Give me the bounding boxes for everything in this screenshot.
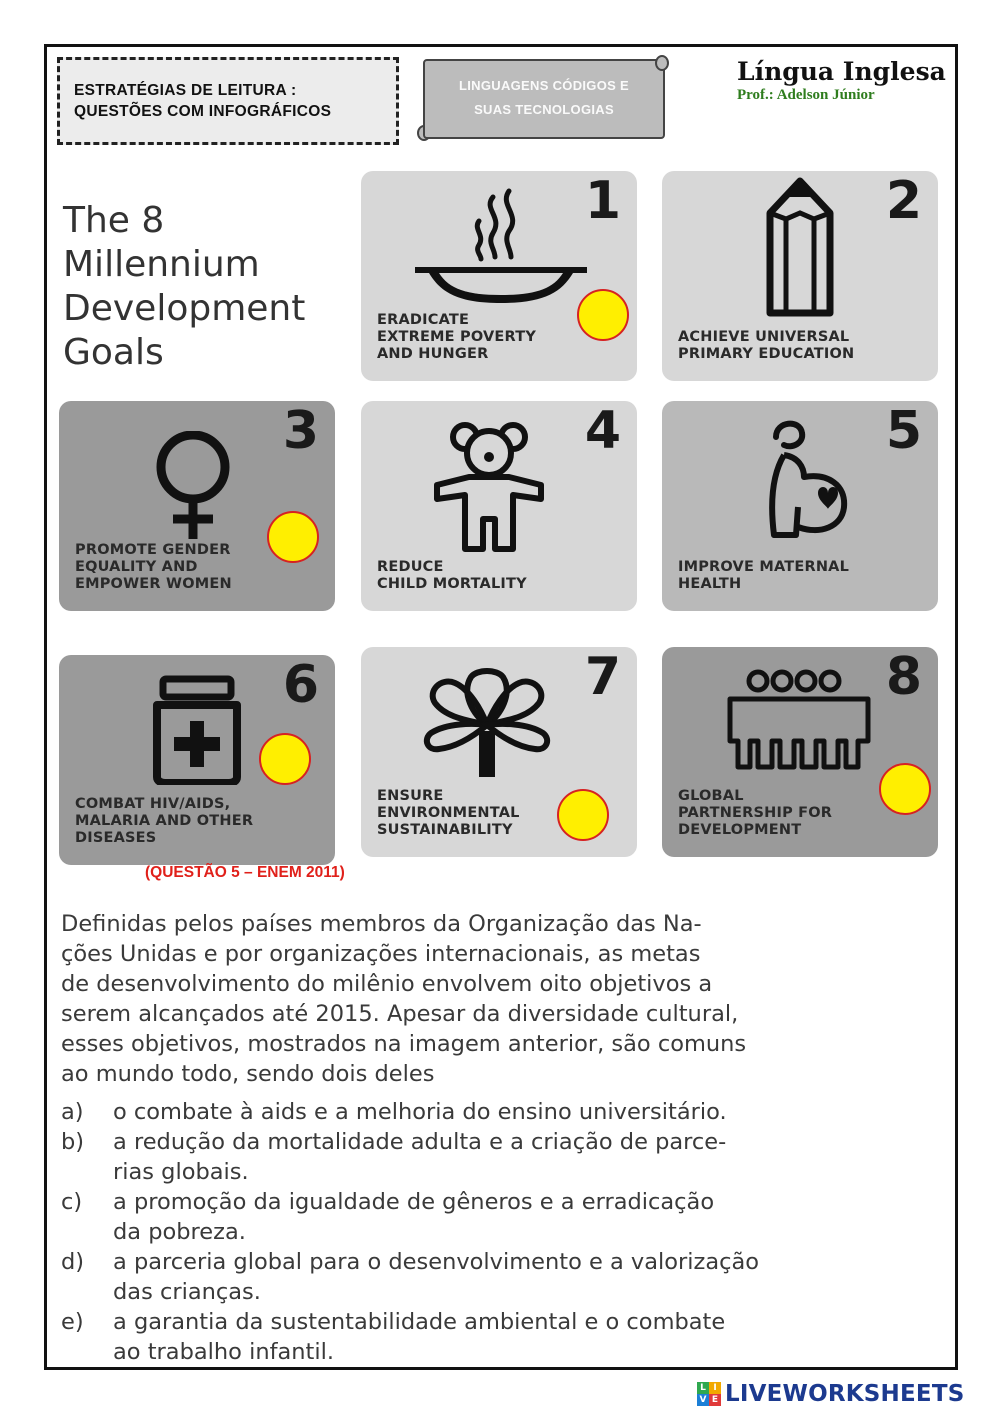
goal-label-line: ERADICATE [377,312,470,328]
infographic-title-line: Development [63,288,306,329]
female-symbol-icon [143,431,243,541]
goal-label [678,559,849,593]
teacher-name: Prof.: Adelson Júnior [737,87,875,103]
goal-label-line: HEALTH [678,576,742,592]
pregnant-woman-icon [756,411,866,551]
option-letter: e) [61,1309,84,1335]
goal-label [75,542,232,593]
goal-number: 6 [282,655,319,715]
goal-tile-5 [662,401,938,611]
goal-number: 3 [282,401,319,461]
option-line: a redução da mortalidade adulta e a criação de parce- [113,1129,727,1155]
stem-line: de desenvolvimento do milênio envolvem oito objetivos a [61,971,713,997]
goal-label [75,796,253,847]
goal-label-line: EMPOWER WOMEN [75,576,232,592]
plant-icon [417,661,557,781]
option-line: da pobreza. [113,1219,246,1245]
goal-label-line: PARTNERSHIP FOR [678,805,833,821]
goal-label-line: ACHIEVE UNIVERSAL [678,329,850,345]
goal-number: 1 [584,171,621,231]
brand-name: LIVEWORKSHEETS [725,1381,965,1407]
logo-letter: L [697,1382,709,1394]
goal-label [377,312,536,363]
stem-line: serem alcançados até 2015. Apesar da diversidade cultural, [61,1001,739,1027]
goal-tile-4 [361,401,637,611]
area-line-2: SUAS TECNOLOGIAS [474,102,614,117]
stem-line: ções Unidas e por organizações internacionais, as metas [61,941,701,967]
stem-line: esses objetivos, mostrados na imagem anterior, são comuns [61,1031,747,1057]
goal-label-line: ENVIRONMENTAL [377,805,520,821]
question-stem [61,909,941,1089]
option-letter: b) [61,1129,85,1155]
subject-area-scroll [417,55,669,141]
goal-label-line: DISEASES [75,830,157,846]
option-c [61,1187,941,1247]
goal-label-line: AND HUNGER [377,346,489,362]
logo-letter: E [709,1394,721,1406]
goal-tile-3 [59,401,335,611]
goal-label-line: COMBAT HIV/AIDS, [75,796,231,812]
goal-tile-8 [662,647,938,857]
goal-label-line: PRIMARY EDUCATION [678,346,855,362]
stem-line: Definidas pelos países membros da Organização das Na- [61,911,702,937]
goal-label-line: MALARIA AND OTHER [75,813,254,829]
option-line: ao trabalho infantil. [113,1339,335,1365]
answer-dot-goal-8[interactable] [879,763,931,815]
logo-letter: V [697,1394,709,1406]
option-letter: c) [61,1189,83,1215]
infographic-title-line: Millennium [63,244,260,285]
pencil-icon [760,177,840,317]
goal-label-line: GLOBAL [678,788,744,804]
answer-dot-goal-1[interactable] [577,289,629,341]
answer-options [61,1097,941,1367]
goal-number: 2 [885,171,922,231]
subject-title: Língua Inglesa [737,57,946,86]
goal-label [678,329,854,363]
goal-label-line: EXTREME POVERTY [377,329,537,345]
goal-label-line: ENSURE [377,788,444,804]
option-line: a parceria global para o desenvolvimento e a valorização [113,1249,760,1275]
area-line-1: LINGUAGENS CÓDIGOS E [459,78,629,93]
goal-label [377,788,520,839]
option-line: a promoção da igualdade de gêneros e a erradicação [113,1189,715,1215]
stem-line: ao mundo todo, sendo dois deles [61,1061,435,1087]
liveworksheets-logo-icon [697,1382,721,1406]
reading-strategy-box [57,57,399,145]
goal-label [678,788,832,839]
goal-number: 4 [584,401,621,461]
goal-label-line: PROMOTE GENDER [75,542,231,558]
goal-label-line: DEVELOPMENT [678,822,802,838]
logo-letter: I [709,1382,721,1394]
teddy-bear-icon [429,415,549,555]
goal-label-line: CHILD MORTALITY [377,576,527,592]
goal-tile-1 [361,171,637,381]
option-line: o combate à aids e a melhoria do ensino universitário. [113,1099,727,1125]
infographic-title [63,199,305,375]
goal-number: 8 [885,647,922,707]
answer-dot-goal-7[interactable] [557,789,609,841]
option-d [61,1247,941,1307]
goal-label-line: REDUCE [377,559,444,575]
goal-label [377,559,527,593]
option-line: rias globais. [113,1159,249,1185]
question-tag: (QUESTÃO 5 – ENEM 2011) [145,864,345,881]
goal-tile-2 [662,171,938,381]
infographic-title-line: Goals [63,332,164,373]
goal-number: 7 [584,647,621,707]
option-line: das crianças. [113,1279,261,1305]
medicine-jar-icon [147,675,247,785]
option-b [61,1127,941,1187]
worksheet-page [44,44,958,1370]
goal-label-line: EQUALITY AND [75,559,198,575]
option-line: a garantia da sustentabilidade ambiental e o combate [113,1309,726,1335]
scroll-curl-right [655,55,669,71]
liveworksheets-brand [697,1381,964,1407]
goal-label-line: SUSTAINABILITY [377,822,513,838]
infographic-title-line: The 8 [63,200,165,241]
answer-dot-goal-3[interactable] [267,511,319,563]
goal-label-line: IMPROVE MATERNAL [678,559,850,575]
option-letter: d) [61,1249,85,1275]
option-letter: a) [61,1099,84,1125]
option-a [61,1097,941,1127]
strategy-line-2: QUESTÕES COM INFOGRÁFICOS [74,103,332,120]
strategy-line-1: ESTRATÉGIAS DE LEITURA : [74,82,297,99]
goal-number: 5 [885,401,922,461]
people-group-icon [724,667,874,777]
scroll-body [423,59,665,139]
option-e [61,1307,941,1367]
bowl-icon [411,177,591,307]
answer-dot-goal-6[interactable] [259,733,311,785]
